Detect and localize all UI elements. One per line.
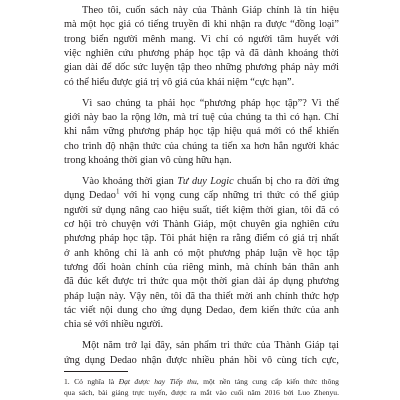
text-line: cho trình độ nhận thức của chúng ta tiến xa hơn hẳn người khác <box>64 140 339 152</box>
footnote-italic: Đạt được hay Tiếp thu <box>118 377 197 386</box>
footnote-marker[interactable]: 1 <box>115 187 120 196</box>
text-line: người sử dụng nâng cao hiệu suất, tiết kiệm thời gian, tôi đã có <box>64 204 339 216</box>
footnote-line: qua sách, bài giảng trực tuyến, được ra mắt vào cuối năm 2016 bởi Luo Zhenyu. <box>64 388 339 397</box>
text-line: chia sẻ với nhiều người. <box>64 319 164 331</box>
text-line: có thể hiểu được giá trị vô giá của khái niệm “cực hạn”. <box>64 76 295 88</box>
text-line: trong biển người mênh mang. Vì chỉ có người tâm huyết với <box>64 33 339 45</box>
text-line: Vì sao chúng ta phải học “phương pháp học tập”? Vì thế <box>82 97 339 109</box>
text-line: Vào khoảng thời gian Tư duy Logic chuẩn bị cho ra đời ứng <box>82 175 339 187</box>
footnote-line: 1. Có nghĩa là Đạt được hay Tiếp thu, một nền tảng cung cấp kiến thức thông <box>64 377 339 386</box>
footnote-divider <box>64 371 128 372</box>
text-line: ứng dụng Dedao nhận được nhiều phản hồi vô cùng tích cực, <box>64 354 339 366</box>
text-line: gian dài để dốc sức luyện tập theo những phương pháp này mới <box>64 62 339 74</box>
italic-title: Tư duy Logic <box>177 175 234 187</box>
text-line: pháp luận này. Vậy nên, tôi đã tha thiết mời anh chính thức hợp <box>64 290 339 302</box>
text-line: khi nắm vững phương pháp học tập hiệu quả mới có thể khiến <box>64 126 339 138</box>
text-line: cơ hội trò chuyện với Thành Giáp, một chuyên gia nghiên cứu <box>64 218 339 230</box>
text-line: giới này bao la rộng lớn, mà trí tuệ của chúng ta thì có hạn. Chỉ <box>64 111 339 123</box>
text-line: trong khoảng thời gian vô cùng hữu hạn. <box>64 155 232 166</box>
text-line: dụng Dedao$^1$ với hi vọng cung cấp những tri thức có thể giúp <box>64 187 339 202</box>
text-line: đã đúc kết được tri thức qua một thời gian dài áp dụng phương <box>64 276 339 288</box>
text-line: phương pháp học tập. Tôi phát hiện ra rằng điểm có giá trị nhất <box>64 233 339 245</box>
text-line: ở anh không chỉ là anh có một phương pháp luận về học tập <box>64 247 339 259</box>
text-line: Theo tôi, cuốn sách này của Thành Giáp chính là tín hiệu <box>82 5 339 16</box>
text-line: tương đối hoàn chỉnh của riêng mình, mà chính bản thân anh <box>64 261 339 273</box>
text-line: Một năm trở lại đây, sản phẩm tri thức của Thành Giáp tại <box>82 340 339 352</box>
text-line: mà một học giả có tiếng truyền đi khi nhận ra được “đồng loại” <box>64 19 339 31</box>
text-line: tác viết nội dung cho ứng dụng Dedao, đem kiến thức của anh <box>64 305 339 316</box>
text-line: việc nghiên cứu phương pháp học tập và đã dành khoảng thời <box>64 48 339 60</box>
